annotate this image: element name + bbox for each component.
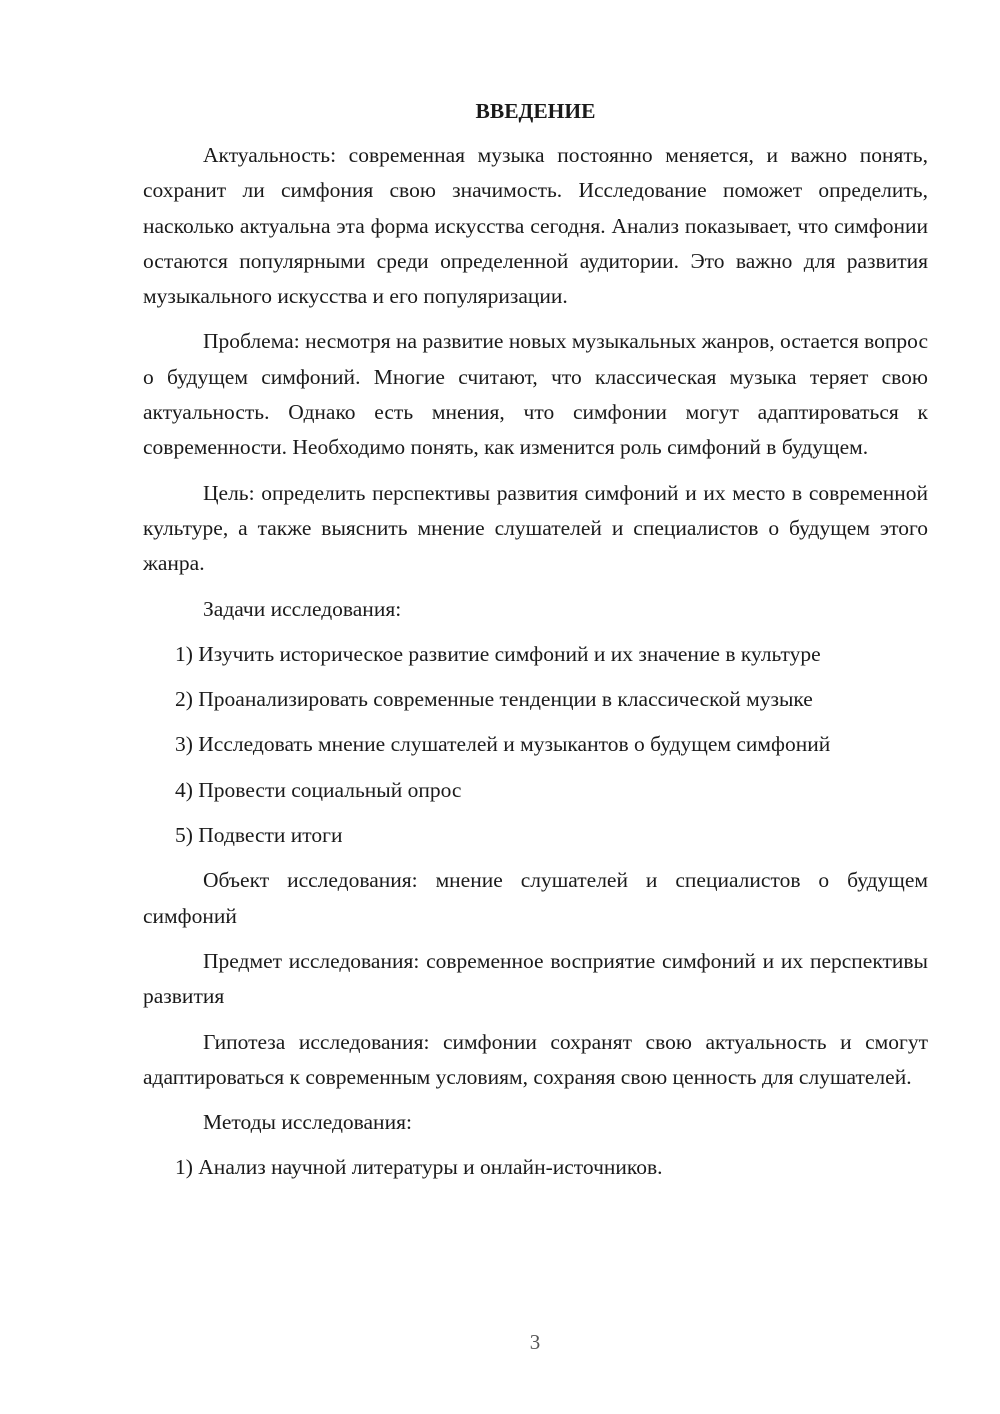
list-item: 2) Проанализировать современные тенденции в классической музыке bbox=[175, 687, 813, 712]
paragraph-hypothesis: Гипотеза исследования: симфонии сохранят свою актуальность и смогут адаптироваться к современным условиям, сохраняя свою ценность для слушателей. bbox=[143, 1029, 928, 1089]
paragraph-object: Объект исследования: мнение слушателей и специалистов о будущем симфоний bbox=[143, 868, 928, 928]
paragraph-subject: Предмет исследования: современное восприятие симфоний и их перспективы развития bbox=[143, 948, 928, 1009]
list-item: 5) Подвести итоги bbox=[175, 823, 343, 848]
paragraph-relevance: Актуальность: современная музыка постоянно меняется, и важно понять, сохранит ли симфония свою значимость. Исследование поможет определить, насколько актуальна эта форма искусства сегодня. Анализ показывает, что симфонии остаются популярными среди определенной аудитории. Это важно для развития музыкального искусства и его популяризации. bbox=[143, 143, 928, 309]
methods-list bbox=[143, 1150, 928, 1185]
paragraph-goal: Цель: определить перспективы развития симфоний и их место в современной культуре, а также выяснить мнение слушателей и специалистов о будущем этого жанра. bbox=[143, 480, 928, 576]
document-page bbox=[143, 96, 928, 1196]
page-number: 3 bbox=[529, 1330, 541, 1354]
page-title: ВВЕДЕНИЕ bbox=[475, 99, 596, 123]
list-item: 4) Провести социальный опрос bbox=[175, 777, 462, 802]
list-item: 3) Исследовать мнение слушателей и музыкантов о будущем симфоний bbox=[175, 732, 831, 757]
tasks-heading: Задачи исследования: bbox=[203, 596, 402, 621]
paragraph-problem: Проблема: несмотря на развитие новых музыкальных жанров, остается вопрос о будущем симфоний. Многие считают, что классическая музыка теряет свою актуальность. Однако есть мнения, что симфонии могут адаптироваться к современности. Необходимо понять, как изменится роль симфоний в будущем. bbox=[143, 329, 928, 460]
methods-heading: Методы исследования: bbox=[203, 1110, 412, 1135]
list-item: 1) Изучить историческое развитие симфоний и их значение в культуре bbox=[175, 641, 821, 666]
tasks-list bbox=[143, 637, 928, 853]
list-item: 1) Анализ научной литературы и онлайн-источников. bbox=[175, 1155, 663, 1180]
